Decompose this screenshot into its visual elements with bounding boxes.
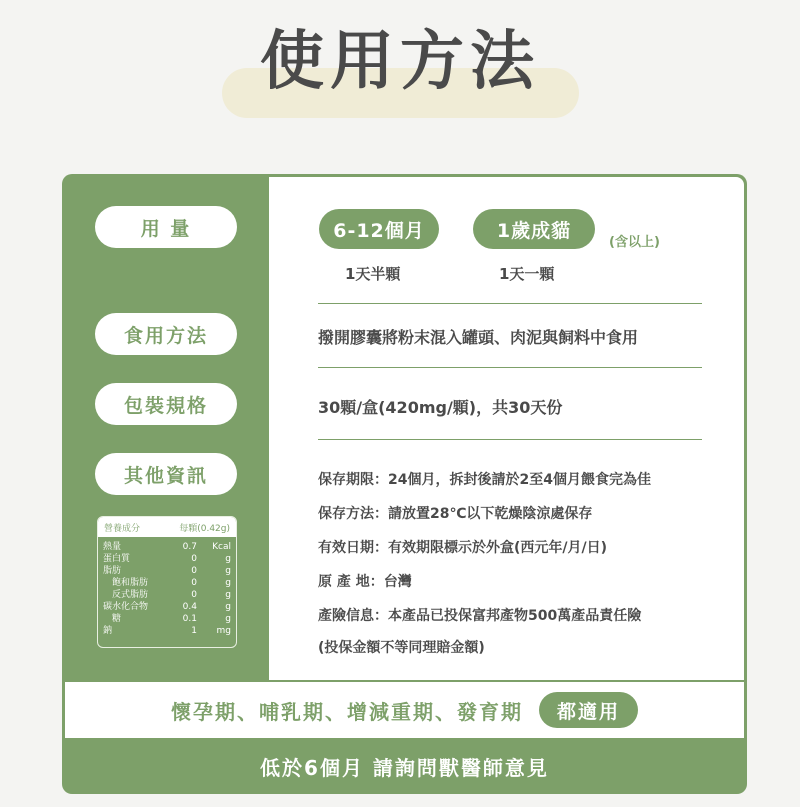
nutrition-row: 脂肪 0 g [103,566,231,576]
usage-text: 撥開膠囊將粉末混入罐頭、肉泥與飼料中食用 [318,328,639,347]
nutrition-header [98,517,236,537]
nutrition-row: 飽和脂肪 0 g [103,578,231,588]
nutrition-table [97,516,237,648]
title-section [0,0,800,140]
dose-6-12-months: 1天半顆 [345,265,401,283]
age-pill-adult: 1歲成貓 [473,209,595,249]
dose-adult: 1天一顆 [499,265,555,283]
divider [318,367,702,368]
info-card [62,174,747,794]
nutrition-row: 熱量 0.7 Kcal [103,542,231,552]
suitable-badge: 都適用 [539,692,638,728]
footer-note: 低於6個月 請詢問獸醫師意見 [260,755,549,780]
label-package: 包裝規格 [95,383,237,425]
insurance-info: 產險信息：本產品已投保富邦產物500萬產品責任險 [318,608,642,624]
age-note: (含以上) [609,235,660,250]
age-pill-6-12-months: 6-12個月 [319,209,439,249]
nutrition-body [98,537,236,637]
expiry-date: 有效日期：有效期限標示於外盒(西元年/月/日) [318,540,608,556]
page-title: 使用方法 [260,25,540,99]
label-usage: 食用方法 [95,313,237,355]
nutrition-row: 反式脂肪 0 g [103,590,231,600]
suitable-stages: 懷孕期、哺乳期、增減重期、發育期 [170,699,523,724]
insurance-note: (投保金額不等同理賠金額) [318,640,485,656]
divider [318,303,702,304]
nutrition-row: 蛋白質 0 g [103,554,231,564]
nutrition-row: 碳水化合物 0.4 g [103,602,231,612]
label-other: 其他資訊 [95,453,237,495]
nutrition-row: 糖 0.1 g [103,614,231,624]
package-text: 30顆/盒(420mg/顆)，共30天份 [318,398,563,417]
nutrition-header-left: 營養成分 [104,523,141,534]
storage-method: 保存方法：請放置28℃以下乾燥陰涼處保存 [318,506,593,522]
nutrition-header-right: 每顆(0.42g) [179,523,230,534]
divider [318,439,702,440]
origin: 原 產 地：台灣 [318,574,412,590]
suitable-band [65,682,744,738]
nutrition-row: 鈉 1 mg [103,626,231,636]
details-panel [269,177,744,680]
label-dosage: 用 量 [95,206,237,248]
storage-period: 保存期限：24個月，拆封後請於2至4個月餵食完為佳 [318,472,651,488]
